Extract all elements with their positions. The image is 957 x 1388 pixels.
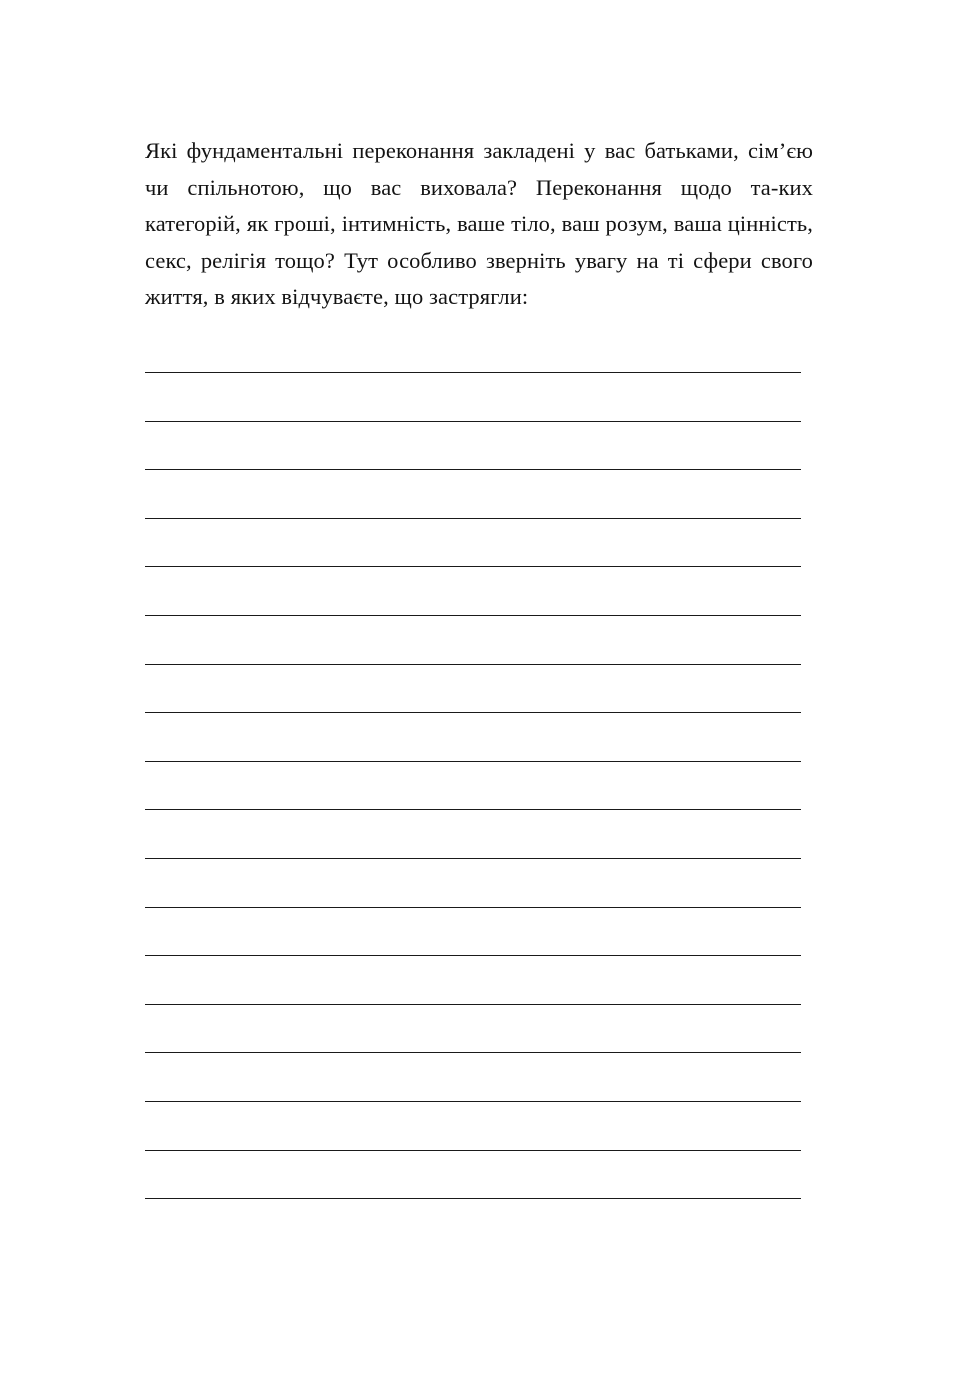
writing-line[interactable] bbox=[145, 469, 801, 518]
writing-line-rule bbox=[145, 664, 801, 665]
writing-line-rule bbox=[145, 1052, 801, 1053]
writing-line-rule bbox=[145, 372, 801, 373]
writing-line[interactable] bbox=[145, 664, 801, 713]
writing-line-rule bbox=[145, 955, 801, 956]
writing-line-rule bbox=[145, 1004, 801, 1005]
writing-line[interactable] bbox=[145, 1150, 801, 1199]
writing-line[interactable] bbox=[145, 1004, 801, 1053]
writing-line-rule bbox=[145, 518, 801, 519]
writing-line[interactable] bbox=[145, 566, 801, 615]
writing-line[interactable] bbox=[145, 809, 801, 858]
writing-line[interactable] bbox=[145, 761, 801, 810]
prompt-block bbox=[145, 133, 813, 316]
writing-line-rule bbox=[145, 421, 801, 422]
writing-line[interactable] bbox=[145, 1198, 801, 1247]
writing-line-rule bbox=[145, 469, 801, 470]
writing-line[interactable] bbox=[145, 372, 801, 421]
writing-line[interactable] bbox=[145, 518, 801, 567]
writing-line-rule bbox=[145, 809, 801, 810]
writing-line-rule bbox=[145, 907, 801, 908]
writing-line-rule bbox=[145, 761, 801, 762]
writing-line[interactable] bbox=[145, 858, 801, 907]
writing-line-rule bbox=[145, 566, 801, 567]
writing-line-rule bbox=[145, 615, 801, 616]
writing-line[interactable] bbox=[145, 615, 801, 664]
writing-line-rule bbox=[145, 712, 801, 713]
writing-line[interactable] bbox=[145, 421, 801, 470]
writing-line[interactable] bbox=[145, 955, 801, 1004]
writing-line-rule bbox=[145, 858, 801, 859]
writing-line[interactable] bbox=[145, 907, 801, 956]
writing-line-rule bbox=[145, 1150, 801, 1151]
writing-line[interactable] bbox=[145, 1052, 801, 1101]
prompt-paragraph: Які фундаментальні переконання закладені у вас батьками, сім’єю чи спільнотою, що вас виховала? Переконання щодо та-ких категорій, як гроші, інтимність, ваше тіло, ваш розум, ваша цінність, секс, релігія тощо? Тут особливо зверніть увагу на ті сфери свого життя, в яких відчуваєте, що застрягли: bbox=[145, 138, 813, 309]
writing-line[interactable] bbox=[145, 1101, 801, 1150]
answer-lines-area bbox=[145, 372, 801, 1247]
writing-line-rule bbox=[145, 1101, 801, 1102]
writing-line[interactable] bbox=[145, 712, 801, 761]
writing-line-rule bbox=[145, 1198, 801, 1199]
